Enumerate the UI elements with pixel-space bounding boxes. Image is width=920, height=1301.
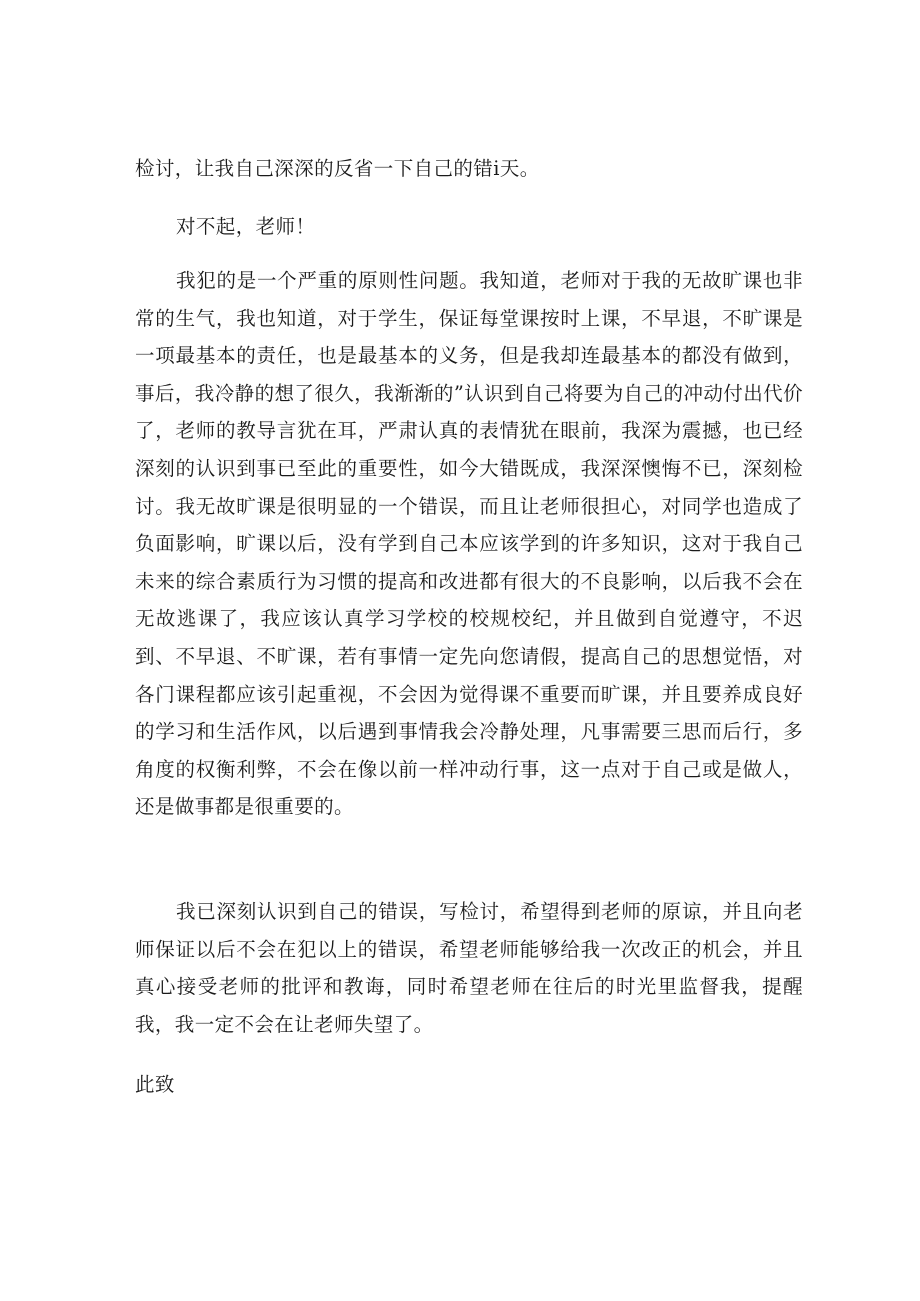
apology-line: 对不起，老师！	[176, 215, 316, 238]
opening-line: 检讨，让我自己深深的反省一下自己的错i天。	[135, 157, 540, 180]
closing-salutation: 此致	[135, 1073, 175, 1096]
promise-paragraph: 我已深刻认识到自己的错误，写检讨，希望得到老师的原谅，并且向老师保证以后不会在犯以上的错误，希望老师能够给我一次改正的机会，并且真心接受老师的批评和教诲，同时希望老师在往后的时光里监督我，提醒我，我一定不会在让老师失望了。	[135, 900, 803, 1036]
main-body-paragraph: 我犯的是一个严重的原则性问题。我知道，老师对于我的无故旷课也非常的生气，我也知道，对于学生，保证每堂课按时上课，不早退，不旷课是一项最基本的责任，也是最基本的义务，但是我却连最基本的都没有做到，事后，我冷静的想了很久，我渐渐的”认识到自己将要为自己的冲动付出代价了，老师的教导言犹在耳，严肃认真的表情犹在眼前，我深为震撼，也已经深刻的认识到事已至此的重要性，如今大错既成，我深深懊悔不已，深刻检讨。我无故旷课是很明显的一个错误，而且让老师很担心，对同学也造成了负面影响，旷课以后，没有学到自己本应该学到的许多知识，这对于我自己未来的综合素质行为习惯的提高和改进都有很大的不良影响，以后我不会在无故逃课了，我应该认真学习学校的校规校纪，并且做到自觉遵守，不迟到、不早退、不旷课，若有事情一定先向您请假，提高自己的思想觉悟，对各门课程都应该引起重视，不会因为觉得课不重要而旷课，并且要养成良好的学习和生活作风，以后遇到事情我会冷静处理，凡事需要三思而后行，多角度的权衡利弊，不会在像以前一样冲动行事，这一点对于自己或是做人，还是做事都是很重要的。	[135, 269, 803, 819]
